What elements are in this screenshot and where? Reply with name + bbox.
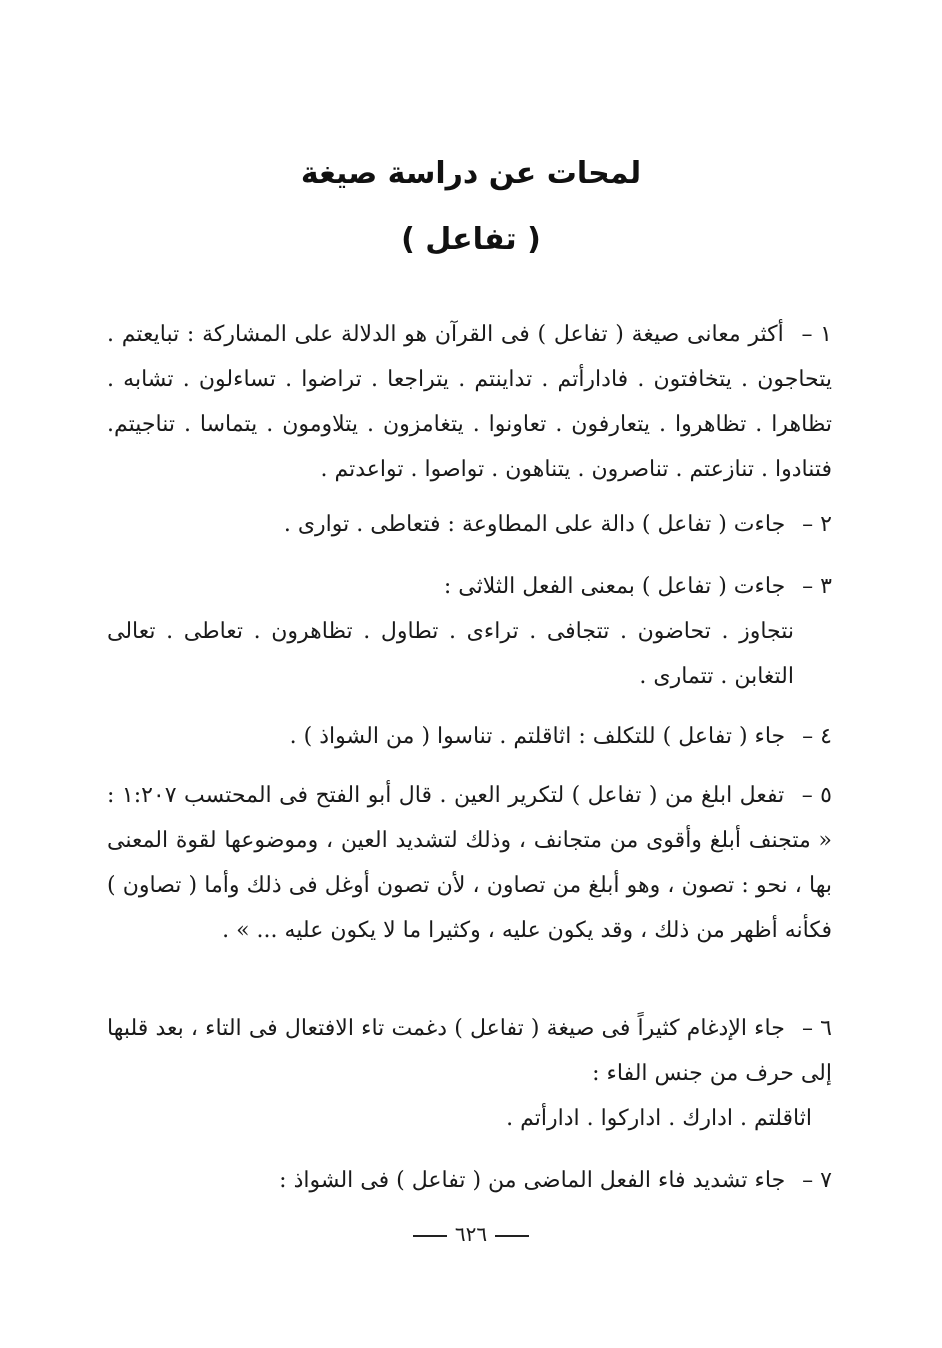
- dash-divider: [413, 1235, 447, 1237]
- list-item: [107, 773, 832, 953]
- item-number: ١ –: [801, 322, 832, 347]
- item-text: جاء الإدغام كثيراً فى صيغة ( تفاعل ) دغمت تاء الافتعال فى التاء ، بعد قلبها إلى حرف من جنس الفاء :: [107, 1016, 832, 1086]
- list-item: [107, 1158, 832, 1203]
- page-footer: [0, 1222, 942, 1246]
- item-number: ٥ –: [801, 783, 832, 808]
- item-examples: اثاقلتم . ادارك . اداركوا . ادارأتم .: [506, 1106, 812, 1131]
- item-text: جاء تشديد فاء الفعل الماضى من ( تفاعل ) فى الشواذ :: [279, 1168, 786, 1193]
- list-item: [107, 502, 832, 547]
- item-number: ٧ –: [802, 1168, 832, 1193]
- item-number: ٢ –: [802, 512, 832, 537]
- page-subtitle: ( تفاعل ): [401, 222, 541, 257]
- item-text: جاءت ( تفاعل ) بمعنى الفعل الثلاثى :: [443, 574, 786, 599]
- item-examples: نتجاوز . تحاضون . تتجافى . تراءى . تطاول . تظاهرون . تعاطى . تعالى التغابن . تتمارى .: [107, 619, 794, 689]
- item-number: ٣ –: [802, 574, 832, 599]
- list-item: [107, 312, 832, 492]
- list-item: [107, 564, 832, 699]
- list-item: [107, 714, 832, 759]
- item-number: ٤ –: [802, 724, 832, 749]
- item-text: تفعل ابلغ من ( تفاعل ) لتكرير العين . قال أبو الفتح فى المحتسب ١:٢٠٧ : « متجنف أبلغ وأقوى من متجانف ، وذلك لتشديد العين ، وموضوعها لقوة المعنى بها ، نحو : تصون ، وهو أبلغ من تصاون ، لأن تصون أوغل فى ذلك وأما ( تصاون ) فكأنه أظهر من ذلك ، وقد يكون عليه ، وكثيرا ما لا يكون عليه ... » .: [107, 783, 832, 943]
- item-number: ٦ –: [802, 1016, 832, 1041]
- item-text: أكثر معانى صيغة ( تفاعل ) فى القرآن هو الدلالة على المشاركة : تبايعتم . يتحاجون . يتخافتون . فادارأتم . تداينتم . يتراجعا . تراضوا . تساءلون . تشابه . تظاهرا . تظاهروا . يتعارفون . تعاونوا . يتغامزون . يتلاومون . يتماسا . تناجيتم. فتنادوا . تنازعتم . تناصرون . يتناهون . تواصوا . تواعدتم .: [107, 322, 832, 482]
- page-title: لمحات عن دراسة صيغة: [300, 156, 642, 191]
- list-item: [107, 1006, 832, 1141]
- item-text: جاء ( تفاعل ) للتكلف : اثاقلتم . تناسوا ( من الشواذ ) .: [289, 724, 786, 749]
- dash-divider: [495, 1235, 529, 1237]
- page-number: ٦٢٦: [454, 1222, 488, 1246]
- item-text: جاءت ( تفاعل ) دالة على المطاوعة : فتعاطى . توارى .: [283, 512, 786, 537]
